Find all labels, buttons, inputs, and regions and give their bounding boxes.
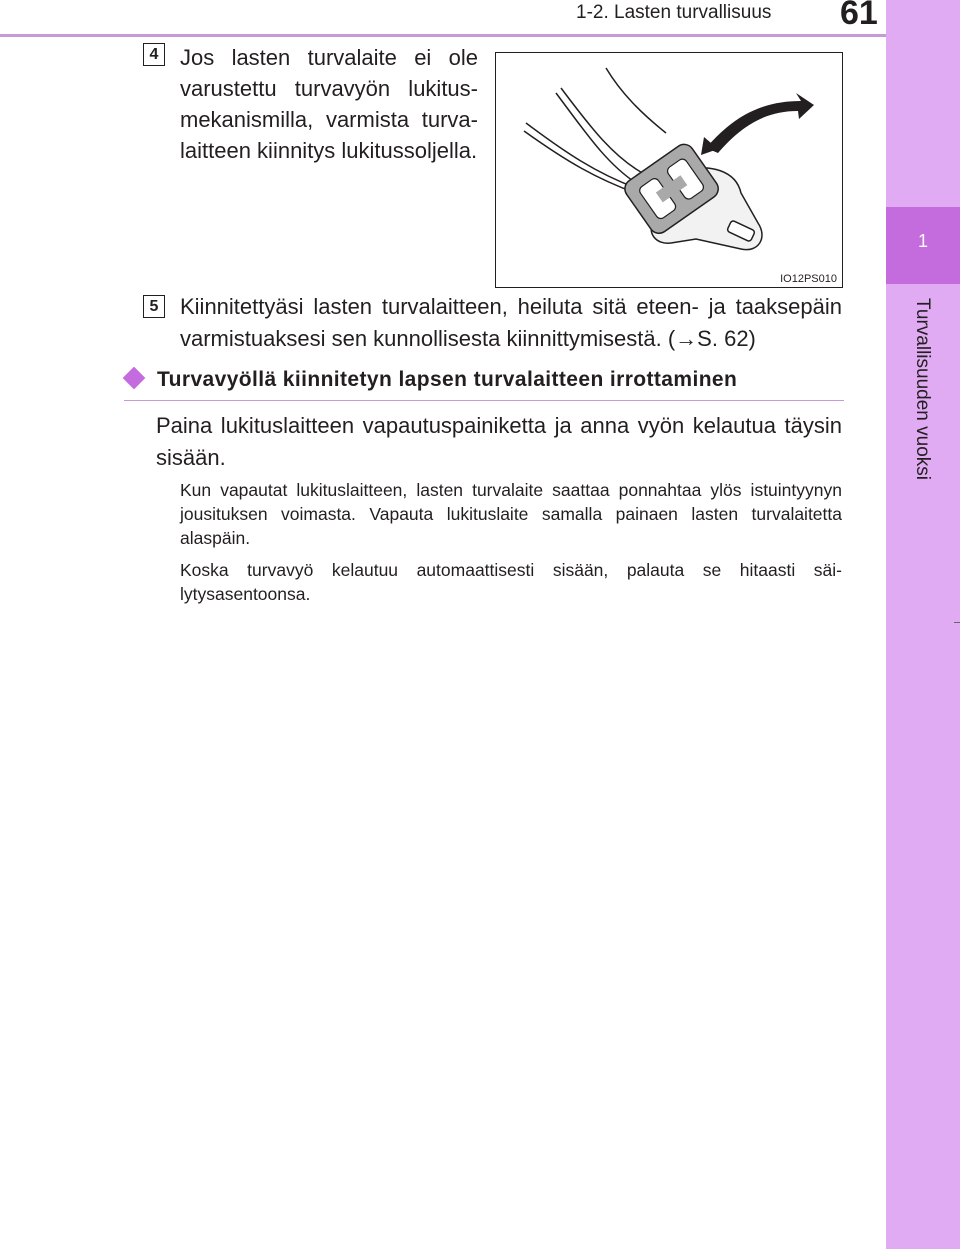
chapter-tab[interactable] (886, 207, 960, 284)
step-number-4: 4 (143, 43, 165, 66)
section-heading-text: Turvavyöllä kiinnitetyn lapsen turvalaitteen irrottaminen (157, 368, 738, 391)
note-1: Kun vapautat lukituslaitteen, lasten turvalaite saattaa ponnahtaa ylös istuintyynyn jousituksen voimasta. Vapauta lukituslaite samalla painaen lasten turvalaitetta alaspäin. (180, 480, 842, 548)
chapter-number: 1 (917, 231, 928, 251)
page-number: 61 (840, 0, 878, 32)
step-number-5: 5 (143, 295, 165, 318)
side-tab-upper (886, 0, 960, 207)
step-4-text: Jos lasten turvalaite ei ole varustettu turvavyön lukitus-mekanismilla, varmista turva-laitteen kiinnitys lukitussoljella. (180, 45, 478, 163)
margin-tick (954, 622, 960, 623)
section-heading (124, 368, 844, 401)
step-5-text: Kiinnitettyäsi lasten turvalaitteen, heiluta sitä eteen- ja taaksepäin varmistuaksesi sen kunnollisesta kiinnittymisestä. (→S. 62) (180, 294, 842, 351)
header-rule (0, 34, 886, 37)
chapter-title: Turvallisuuden vuoksi (912, 298, 933, 480)
header-section-title: 1-2. Lasten turvallisuus (576, 2, 772, 23)
seatbelt-locking-clip-figure (495, 52, 843, 288)
diamond-bullet-icon (123, 367, 146, 390)
note-2: Koska turvavyö kelautuu automaattisesti sisään, palauta se hitaasti säi-lytysasentoonsa. (180, 560, 842, 604)
section-body: Paina lukituslaitteen vapautuspainiketta ja anna vyön kelautua täysin sisään. (156, 413, 842, 470)
locking-clip-illustration (496, 53, 841, 286)
figure-id: IO12PS010 (780, 273, 837, 285)
